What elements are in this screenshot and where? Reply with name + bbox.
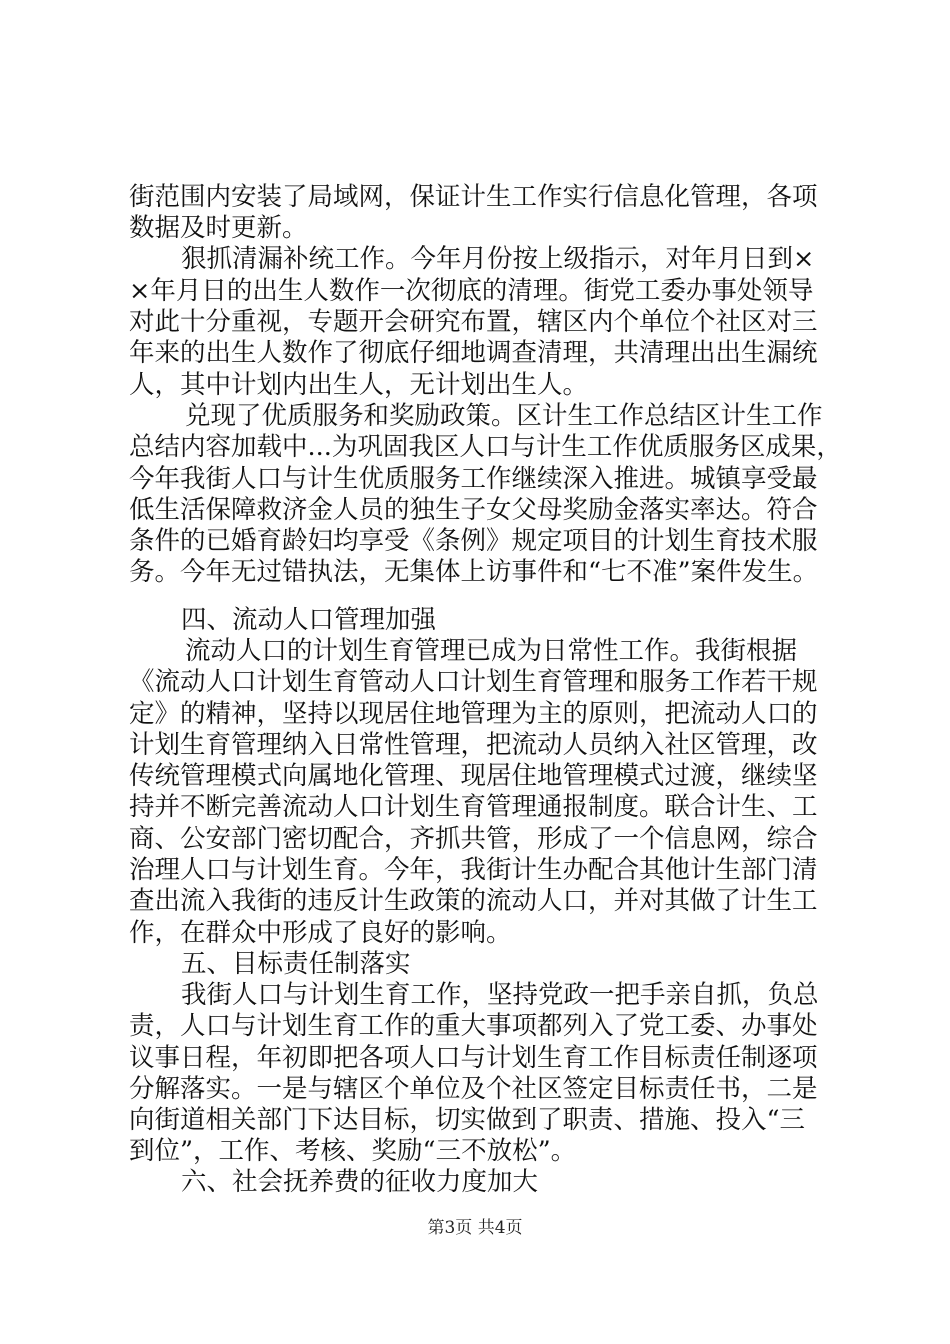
text-line-3: 狠抓清漏补统工作。今年月份按上级指示，对年月日到× — [181, 244, 815, 274]
text-line-12: 条件的已婚育龄妇均享受《条例》规定项目的计划生育技术服 — [129, 526, 818, 556]
text-line-21: 商、公安部门密切配合，齐抓共管，形成了一个信息网，综合 — [129, 824, 818, 854]
text-line-15: 流动人口的计划生育管理已成为日常性工作。我街根据 — [185, 636, 798, 666]
text-line-5: 对此十分重视，专题开会研究布置，辖区内个单位个社区对三 — [129, 307, 818, 337]
text-line-30: 向街道相关部门下达目标，切实做到了职责、措施、投入“三 — [129, 1105, 806, 1135]
text-line-13: 务。今年无过错执法，无集体上访事件和“七不准”案件发生。 — [129, 557, 819, 587]
section-heading-6: 六、社会抚养费的征收力度加大 — [181, 1167, 539, 1197]
text-line-20: 持并不断完善流动人口计划生育管理通报制度。联合计生、工 — [129, 792, 818, 822]
text-line-17: 定》的精神，坚持以现居住地管理为主的原则，把流动人口的 — [129, 699, 818, 729]
text-line-29: 分解落实。一是与辖区个单位及个社区签定目标责任书，二是 — [129, 1074, 818, 1104]
text-line-11: 低生活保障救济金人员的独生子女父母奖励金落实率达。符合 — [129, 495, 818, 525]
text-line-31: 到位”，工作、考核、奖励“三不放松”。 — [129, 1136, 577, 1166]
text-line-28: 议事日程，年初即把各项人口与计划生育工作目标责任制逐项 — [129, 1043, 818, 1073]
page-footer: 第3页 共4页 — [427, 1218, 523, 1238]
text-line-27: 责，人口与计划生育工作的重大事项都列入了党工委、办事处 — [129, 1011, 818, 1041]
section-heading-5: 五、目标责任制落实 — [181, 949, 411, 979]
text-line-16: 《流动人口计划生育管动人口计划生育管理和服务工作若干规 — [129, 667, 818, 697]
text-line-8: 兑现了优质服务和奖励政策。区计生工作总结区计生工作 — [185, 401, 823, 431]
text-line-23: 查出流入我街的违反计生政策的流动人口，并对其做了计生工 — [129, 886, 818, 916]
text-line-24: 作，在群众中形成了良好的影响。 — [129, 918, 512, 948]
text-line-7: 人，其中计划内出生人，无计划出生人。 — [129, 370, 589, 400]
text-line-9: 总结内容加载中...为巩固我区人口与计生工作优质服务区成果， — [129, 432, 842, 462]
text-line-22: 治理人口与计划生育。今年，我街计生办配合其他计生部门清 — [129, 855, 818, 885]
text-line-2: 数据及时更新。 — [129, 213, 308, 243]
text-line-26: 我街人口与计划生育工作，坚持党政一把手亲自抓，负总 — [181, 980, 819, 1010]
text-line-1: 街范围内安装了局域网，保证计生工作实行信息化管理，各项 — [129, 182, 818, 212]
text-line-18: 计划生育管理纳入日常性管理，把流动人员纳入社区管理，改 — [129, 730, 818, 760]
text-line-19: 传统管理模式向属地化管理、现居住地管理模式过渡，继续坚 — [129, 761, 818, 791]
text-line-6: 年来的出生人数作了彻底仔细地调查清理，共清理出出生漏统 — [129, 338, 818, 368]
section-heading-4: 四、流动人口管理加强 — [181, 605, 437, 635]
text-line-4: ×年月日的出生人数作一次彻底的清理。街党工委办事处领导 — [129, 276, 814, 306]
text-line-10: 今年我街人口与计生优质服务工作继续深入推进。城镇享受最 — [129, 464, 818, 494]
